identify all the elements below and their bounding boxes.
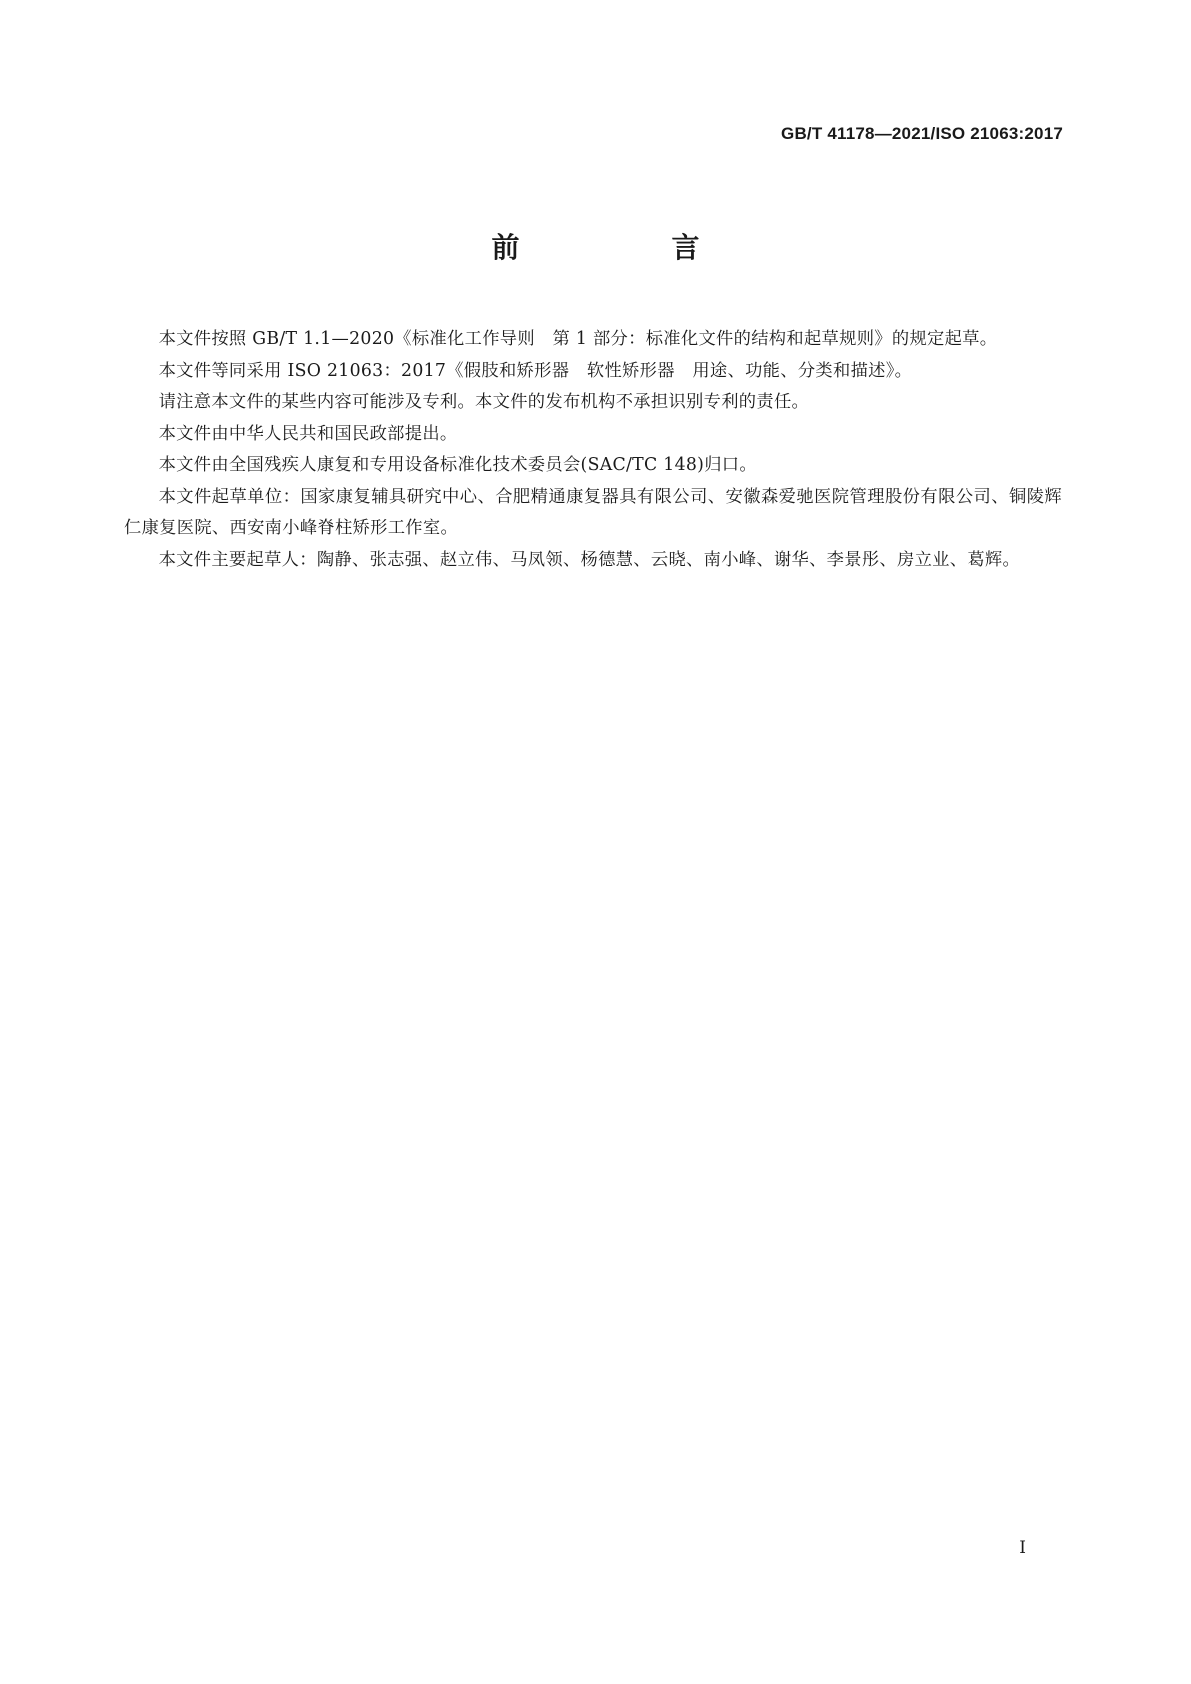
paragraph-committee: 本文件由全国残疾人康复和专用设备标准化技术委员会(SAC/TC 148)归口。 [158, 455, 757, 475]
paragraph-drafters: 本文件主要起草人：陶静、张志强、赵立伟、马凤领、杨德慧、云晓、南小峰、谢华、李景彤、房立业、葛辉。 [158, 549, 1021, 570]
paragraph-drafting-rules: 本文件按照 GB/T 1.1—2020《标准化工作导则 第 1 部分：标准化文件的结构和起草规则》的规定起草。 [158, 329, 998, 349]
paragraph-drafting-units: 本文件起草单位：国家康复辅具研究中心、合肥精通康复器具有限公司、安徽森爱驰医院管理股份有限公司、铜陵辉仁康复医院、西安南小峰脊柱矫形工作室。 [124, 486, 1062, 538]
preface-body [124, 324, 1062, 576]
paragraph-iso-adoption: 本文件等同采用 ISO 21063：2017《假肢和矫形器 软性矫形器 用途、功能、分类和描述》。 [158, 360, 913, 381]
paragraph-patent-notice: 请注意本文件的某些内容可能涉及专利。本文件的发布机构不承担识别专利的责任。 [158, 392, 810, 412]
paragraph-proposer: 本文件由中华人民共和国民政部提出。 [158, 423, 458, 444]
page-title: 前 言 [491, 231, 762, 264]
standard-code: GB/T 41178—2021/ISO 21063:2017 [781, 124, 1063, 143]
page-number: I [1019, 1538, 1026, 1558]
